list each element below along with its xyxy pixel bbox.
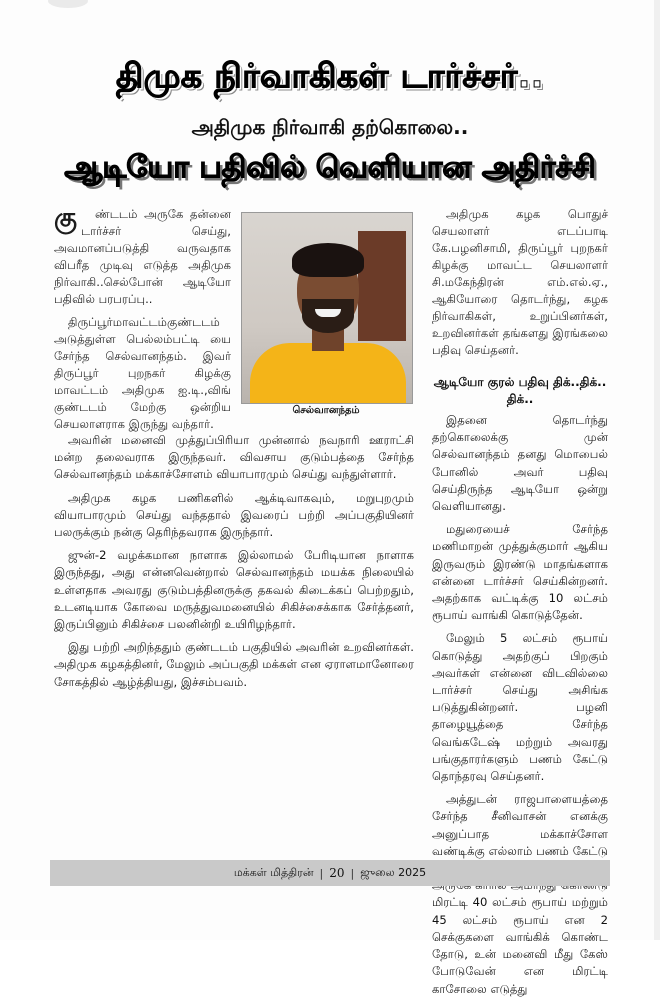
- left-paragraph-4: அதிமுக கழக பணிகளில் ஆக்டிவாகவும், மறுபுறமும் வியாபாரமும் செய்து வந்ததால் இவரைப் பற்றி அப்பகுதியினர் பலருக்கும் நன்கு தெரிந்தவராக இருந்தார்.: [54, 490, 414, 540]
- left-paragraph-5: ஜுன்-2 வழக்கமான நாளாக இல்லாமல் பேரிடியான நாளாக இருந்தது, அது என்னவென்றால் செல்வானந்தம் மயக்க நிலையில் உள்ளதாக அவரது குடும்பத்தினருக்கு தகவல் கிடைக்கப் பெற்றதும், உடனடியாக கோவை மருத்துவமனையில் சிகிச்சைக்காக சேர்த்தனர், இருப்பினும் சிகிச்சை பலனின்றி உயிரிழந்தார்.: [54, 548, 414, 632]
- left-wide-column: [54, 432, 414, 697]
- left-paragraph-1-text: ண்டடம் அருகே தன்னை டார்ச்சர் செய்து, அவமானப்படுத்தி வருவதாக விபரீத முடிவு எடுத்த அதிமுக நிர்வாகி..செல்போன் ஆடியோ பதிவில் பரபரப்பு..: [54, 207, 231, 306]
- page-footer: [50, 860, 610, 886]
- left-paragraph-3: அவரின் மனைவி முத்துப்பிரியா முன்னால் நவநாரி ஊராட்சி மன்ற தலைவராக இருந்தவர். விவசாய குடும்பத்தை சேர்ந்த செல்வானந்தம் மக்காச்சோளம் வியாபாரமும் செய்து வந்துள்ளார்.: [54, 433, 414, 482]
- left-column: [54, 203, 231, 439]
- page-edge: [654, 0, 660, 940]
- sub-headline: அதிமுக நிர்வாகி தற்கொலை..: [191, 115, 469, 139]
- right-paragraph-4: மேலும் 5 லட்சம் ரூபாய் கொடுத்து அதற்குப் பிறகும் அவர்கள் என்னை விடவில்லை டார்ச்சர் செய்து அசிங்க படுத்துகின்றனர். பழனி தாழையூத்தை சேர்ந்த வெங்கடேஷ் மற்றும் அவரது பங்குதாரர்களும் பணம் கேட்டு தொந்தரவு செய்தனர்.: [432, 631, 608, 784]
- right-paragraph-3: மதுரையைச் சேர்ந்த மணிமாறன் முத்துக்குமார் ஆகிய இருவரும் இரண்டு மாதங்களாக என்னை டார்ச்சர் செய்கின்றனர். அதற்காக வட்டிக்கு 10 லட்சம் ரூபாய் வாங்கி கொடுத்தேன்.: [432, 522, 608, 623]
- drop-cap: கு: [54, 203, 77, 233]
- left-paragraph-2: திருப்பூர்மாவட்டம்குண்டடம் அடுத்துள்ள பெல்லம்பட்டி யை சேர்ந்த செல்வானந்தம். இவர் திருப்பூர் புறநகர் கிழக்கு மாவட்டம் அதிமுக ஐ.டி.,விங் குண்டடம் மேற்கு ஒன்றிய செயலாளராக இருந்து வந்தார்.: [54, 315, 231, 431]
- portrait-photo: [241, 212, 413, 404]
- footer-separator: |: [319, 866, 324, 880]
- footer-publication: மக்கள் மித்திரன்: [233, 865, 314, 879]
- right-column-bottom: [432, 412, 608, 1004]
- left-paragraph-6: இது பற்றி அறிந்ததும் குண்டடம் பகுதியில் அவரின் உறவினர்கள். அதிமுக கழகத்தினர், மேலும் அப்பகுதி மக்கள் என ஏராளமானோரை சோகத்தில் ஆழ்த்தியது, இச்சம்பவம்.: [54, 640, 415, 689]
- left-paragraph-1: [54, 203, 231, 308]
- page-corner-mark: [48, 0, 88, 8]
- right-paragraph-5: அத்துடன் ராஜபாளையத்தை சேர்ந்த சீனிவாசன் எனக்கு அனுப்பாத மக்காச்சோள வண்டிக்கு எல்லாம் பணம் கேட்டு மிரட்டி 40 லட்சம் ரூபாய் மற்றும் 45 லட்சம் ரூபாய் என 2 செக்குகளை வாங்கிக் கொண்ட தோடு, உன் மனைவி மீது கேஸ் போடுவேன் என மிரட்டி காசோலை எடுத்து: [432, 792, 608, 996]
- footer-page-number: 20: [329, 866, 345, 880]
- photo-caption: செல்வானந்தம்: [292, 405, 360, 416]
- footer-separator-2: |: [350, 866, 355, 880]
- section-subheading: ஆடியோ குரல் பதிவு திக்..திக்.. திக்..: [433, 375, 607, 406]
- right-paragraph-1: அதிமுக கழக பொதுச் செயலாளர் எடப்பாடி கே.பழனிசாமி, திருப்பூர் புறநகர் கிழக்கு மாவட்ட செயலாளர் சி.மகேந்திரன் எம்.எல்.ஏ., ஆகியோரை தொடர்ந்து, கழக நிர்வாகிகள், உறுப்பினர்கள், உறவினர்கள் தங்களது இரங்கலை பதிவு செய்தனர்.: [432, 207, 608, 357]
- right-column-top: [432, 206, 608, 365]
- third-headline: ஆடியோ பதிவில் வெளியான அதிர்ச்சி: [64, 150, 596, 185]
- main-headline: திமுக நிர்வாகிகள் டார்ச்சர்..: [116, 56, 544, 95]
- footer-date: ஜுலை 2025: [360, 865, 427, 879]
- right-paragraph-2: இதனை தொடர்ந்து தற்கொலைக்கு முன் செல்வானந்தம் தனது மொபைல் போனில் அவர் பதிவு செய்திருந்த ஆடியோ ஒன்று வெளியானது.: [432, 413, 608, 514]
